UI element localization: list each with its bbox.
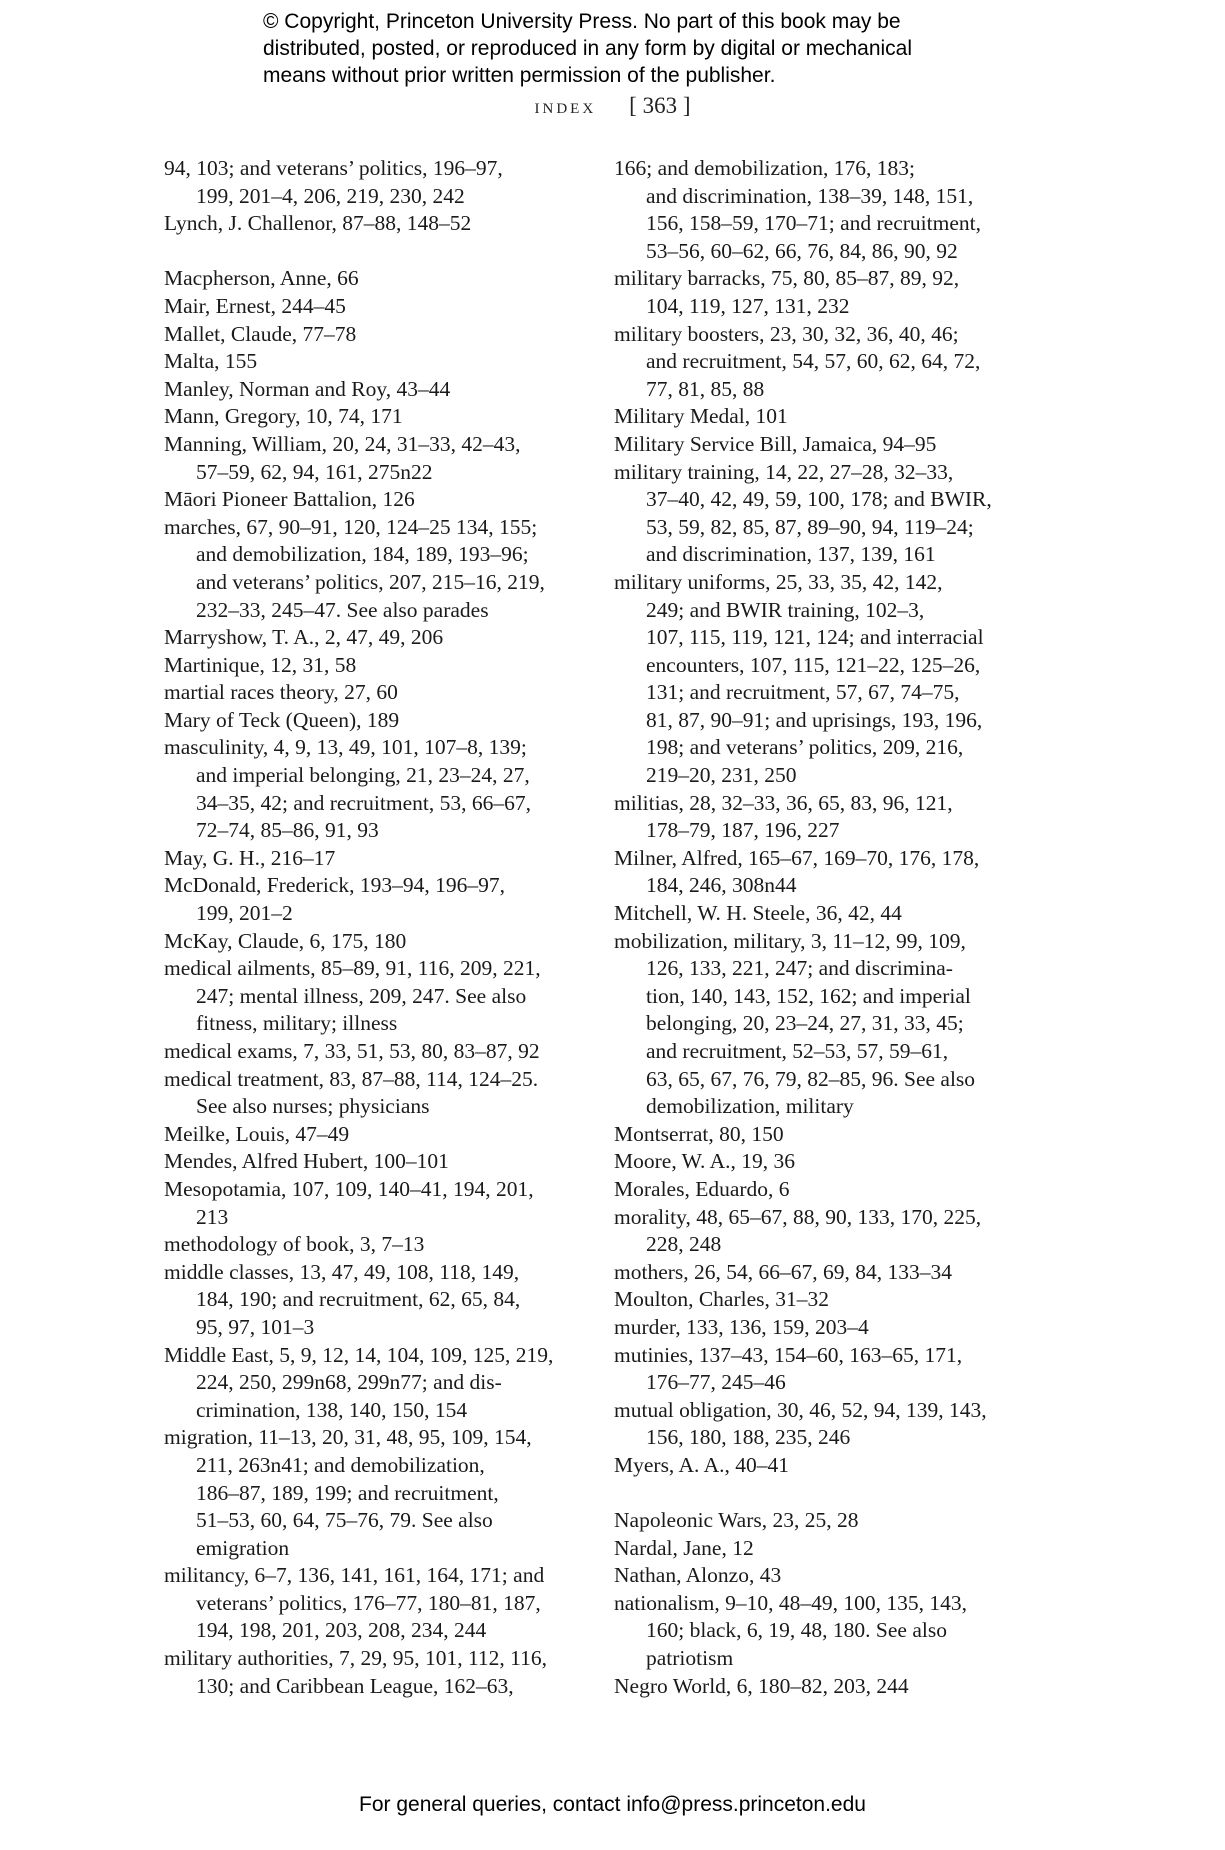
index-entry-line: 176–77, 245–46 [646,1370,786,1395]
index-entry-line: 224, 250, 299n68, 299n77; and dis- [196,1370,502,1395]
index-entry [164,652,584,680]
index-entry [164,928,584,956]
index-entry-line: 94, 103; and veterans’ politics, 196–97, [164,156,503,180]
index-entry-line: Nardal, Jane, 12 [614,1535,754,1560]
copyright-line: means without prior written permission of the publisher. [263,64,776,87]
index-entry-line: medical ailments, 85–89, 91, 116, 209, 221, [164,956,541,981]
index-entry-line: 95, 97, 101–3 [196,1314,315,1339]
index-entry [164,210,584,238]
index-entry-line: 156, 180, 188, 235, 246 [646,1425,851,1450]
index-entry-line: 131; and recruitment, 57, 67, 74–75, [646,680,960,705]
index-entry-line: methodology of book, 3, 7–13 [164,1232,425,1257]
index-entry-line: 213 [196,1204,229,1229]
index-entry [164,734,584,844]
index-entry-line: morality, 48, 65–67, 88, 90, 133, 170, 225, [614,1204,982,1229]
index-entry-line: military boosters, 23, 30, 32, 36, 40, 46; [614,321,959,346]
index-entry-line: 166; and demobilization, 176, 183; [614,156,915,180]
index-entry [164,486,584,514]
index-entry-line: Milner, Alfred, 165–67, 169–70, 176, 178, [614,845,980,870]
index-entry [614,1673,1034,1701]
index-entry-line: Montserrat, 80, 150 [614,1121,784,1146]
index-entry-line: murder, 133, 136, 159, 203–4 [614,1314,869,1339]
index-entry [164,321,584,349]
index-entry-line: martial races theory, 27, 60 [164,680,398,705]
index-entry [614,1286,1034,1314]
index-entry [164,1038,584,1066]
index-entry-line: 160; black, 6, 19, 48, 180. See also [646,1618,947,1643]
index-entry-line: Mesopotamia, 107, 109, 140–41, 194, 201, [164,1176,534,1201]
index-entry-line: 77, 81, 85, 88 [646,376,765,401]
index-entry-line: Nathan, Alonzo, 43 [614,1563,782,1588]
index-entry [614,1259,1034,1287]
index-entry-line: 156, 158–59, 170–71; and recruitment, [646,211,981,236]
index-entry [614,1452,1034,1480]
index-entry-line: 104, 119, 127, 131, 232 [646,293,850,318]
index-entry [614,155,1034,265]
index-entry-line: fitness, military; illness [196,1011,398,1036]
index-entry-line: 199, 201–4, 206, 219, 230, 242 [196,183,465,208]
index-entry-line: military uniforms, 25, 33, 35, 42, 142, [614,569,943,594]
index-entry-line: and veterans’ politics, 207, 215–16, 219, [196,569,545,594]
index-entry-line: 37–40, 42, 49, 59, 100, 178; and BWIR, [646,487,992,512]
index-entry-line: 228, 248 [646,1232,722,1257]
index-entry-line: 211, 263n41; and demobilization, [196,1452,485,1477]
index-entry-line: 219–20, 231, 250 [646,763,797,788]
index-entry-line: migration, 11–13, 20, 31, 48, 95, 109, 154, [164,1425,532,1450]
index-entry-line: Mendes, Alfred Hubert, 100–101 [164,1149,449,1174]
index-entry [164,431,584,486]
index-entry-line: Moore, W. A., 19, 36 [614,1149,795,1174]
index-entry-line: Negro World, 6, 180–82, 203, 244 [614,1673,909,1698]
index-column-left [164,155,584,1700]
index-entry-line: McKay, Claude, 6, 175, 180 [164,928,407,953]
copyright-notice [263,8,1023,89]
index-entry-line: Marryshow, T. A., 2, 47, 49, 206 [164,625,444,650]
index-entry [614,1562,1034,1590]
index-entry-line: Malta, 155 [164,349,258,374]
index-entry [614,1121,1034,1149]
index-entry [164,403,584,431]
index-entry-line: medical exams, 7, 33, 51, 53, 80, 83–87, 92 [164,1039,540,1063]
index-entry-line: emigration [196,1535,290,1560]
index-entry [614,569,1034,790]
index-entry [164,1645,584,1700]
index-entry [614,459,1034,569]
index-entry-line: and recruitment, 52–53, 57, 59–61, [646,1039,949,1063]
index-entry [164,1176,584,1231]
letter-gap [614,1480,1034,1508]
index-entry [614,1590,1034,1673]
running-head [0,93,1225,119]
index-entry-line: 126, 133, 221, 247; and discrimina- [646,956,953,981]
index-entry-line: 184, 190; and recruitment, 62, 65, 84, [196,1287,521,1312]
index-entry [614,928,1034,1121]
index-entry-line: medical treatment, 83, 87–88, 114, 124–25. [164,1066,539,1091]
index-entry [164,1424,584,1562]
index-entry-line: militancy, 6–7, 136, 141, 161, 164, 171; and [164,1563,545,1588]
index-entry-line: masculinity, 4, 9, 13, 49, 101, 107–8, 139; [164,735,527,760]
index-entry [614,790,1034,845]
index-entry-line: Mitchell, W. H. Steele, 36, 42, 44 [614,901,902,926]
index-entry-line: mobilization, military, 3, 11–12, 99, 109, [614,928,966,953]
index-entry-line: military authorities, 7, 29, 95, 101, 112, 116, [164,1646,547,1671]
index-entry-line: May, G. H., 216–17 [164,845,336,870]
index-entry [614,431,1034,459]
index-entry-line: Morales, Eduardo, 6 [614,1176,790,1201]
index-entry-line: 249; and BWIR training, 102–3, [646,597,925,622]
index-entry-line: mutual obligation, 30, 46, 52, 94, 139, 143, [614,1397,987,1422]
index-entry-line: Māori Pioneer Battalion, 126 [164,487,415,512]
index-entry-line: Macpherson, Anne, 66 [164,266,359,291]
index-entry-line: military barracks, 75, 80, 85–87, 89, 92, [614,266,960,291]
index-entry [614,900,1034,928]
index-entry-line: Mallet, Claude, 77–78 [164,321,357,346]
index-entry-line: 186–87, 189, 199; and recruitment, [196,1480,499,1505]
index-entry-line: 184, 246, 308n44 [646,873,797,898]
index-entry-line: 130; and Caribbean League, 162–63, [196,1673,514,1698]
index-entry-line: Meilke, Louis, 47–49 [164,1121,350,1146]
running-head-section: index [534,94,597,118]
index-entry [614,403,1034,431]
index-entry-line: and discrimination, 138–39, 148, 151, [646,183,974,208]
copyright-line: © Copyright, Princeton University Press. No part of this book may be [263,10,901,33]
index-entry-line: 198; and veterans’ politics, 209, 216, [646,735,964,760]
index-entry-line: veterans’ politics, 176–77, 180–81, 187, [196,1590,541,1615]
index-entry [614,1507,1034,1535]
letter-gap [164,238,584,266]
index-entry-line: Mann, Gregory, 10, 74, 171 [164,404,403,429]
copyright-line: distributed, posted, or reproduced in any form by digital or mechanical [263,37,913,60]
index-entry-line: 51–53, 60, 64, 75–76, 79. See also [196,1508,493,1533]
index-entry-line: Napoleonic Wars, 23, 25, 28 [614,1508,859,1533]
index-entry-line: 107, 115, 119, 121, 124; and interracial [646,625,984,650]
index-entry-line: 232–33, 245–47. See also parades [196,597,489,622]
index-entry [164,376,584,404]
index-entry-line: McDonald, Frederick, 193–94, 196–97, [164,873,505,898]
index-entry-line: and imperial belonging, 21, 23–24, 27, [196,763,530,788]
page-number: [ 363 ] [629,93,691,118]
index-entry-line: mutinies, 137–43, 154–60, 163–65, 171, [614,1342,963,1367]
index-entry [164,155,584,210]
index-entry [614,1204,1034,1259]
index-entry [614,1314,1034,1342]
index-entry [164,707,584,735]
index-entry [164,955,584,1038]
index-entry-line: 81, 87, 90–91; and uprisings, 193, 196, [646,707,983,732]
index-entry [164,872,584,927]
index-entry-line: and recruitment, 54, 57, 60, 62, 64, 72, [646,349,981,374]
index-entry [164,1562,584,1645]
index-entry [614,265,1034,320]
index-entry-line: encounters, 107, 115, 121–22, 125–26, [646,652,981,677]
index-entry [164,624,584,652]
index-entry [164,293,584,321]
index-entry [614,1397,1034,1452]
index-entry-line: Military Service Bill, Jamaica, 94–95 [614,431,937,456]
footer-contact: For general queries, contact info@press.princeton.edu [359,1793,866,1816]
index-entry-line: Moulton, Charles, 31–32 [614,1287,829,1312]
index-entry-line: and discrimination, 137, 139, 161 [646,542,936,567]
index-entry-line: nationalism, 9–10, 48–49, 100, 135, 143, [614,1590,967,1615]
index-entry-line: demobilization, military [646,1094,854,1119]
index-entry-line: 72–74, 85–86, 91, 93 [196,818,379,843]
index-entry-line: belonging, 20, 23–24, 27, 31, 33, 45; [646,1011,964,1036]
index-entry-line: 34–35, 42; and recruitment, 53, 66–67, [196,790,531,815]
index-entry-line: Manley, Norman and Roy, 43–44 [164,376,451,401]
index-entry [164,845,584,873]
index-entry-line: military training, 14, 22, 27–28, 32–33, [614,459,954,484]
index-entry [164,1148,584,1176]
index-entry-line: See also nurses; physicians [196,1094,430,1119]
index-entry [614,1176,1034,1204]
index-entry-line: middle classes, 13, 47, 49, 108, 118, 149, [164,1259,520,1284]
index-entry-line: 53, 59, 82, 85, 87, 89–90, 94, 119–24; [646,514,974,539]
index-entry-line: Military Medal, 101 [614,404,788,429]
index-entry [164,1121,584,1149]
index-entry [614,1535,1034,1563]
index-column-right [614,155,1034,1700]
index-entry-line: 53–56, 60–62, 66, 76, 84, 86, 90, 92 [646,238,958,263]
index-entry [164,1259,584,1342]
index-entry-line: Mair, Ernest, 244–45 [164,293,346,318]
index-entry-line: patriotism [646,1646,734,1671]
index-entry-line: tion, 140, 143, 152, 162; and imperial [646,983,971,1008]
index-entry [164,514,584,624]
index-entry [614,1342,1034,1397]
index-entry-line: Martinique, 12, 31, 58 [164,652,357,677]
index-entry [164,1066,584,1121]
index-entry-line: Middle East, 5, 9, 12, 14, 104, 109, 125, 219, [164,1342,554,1367]
index-entry-line: 178–79, 187, 196, 227 [646,818,840,843]
index-entry-line: and demobilization, 184, 189, 193–96; [196,542,529,567]
index-entry-line: militias, 28, 32–33, 36, 65, 83, 96, 121, [614,790,953,815]
index-entry-line: crimination, 138, 140, 150, 154 [196,1397,468,1422]
index-entry-line: Manning, William, 20, 24, 31–33, 42–43, [164,431,521,456]
index-entry [164,679,584,707]
index-entry-line: mothers, 26, 54, 66–67, 69, 84, 133–34 [614,1259,953,1284]
index-entry [614,321,1034,404]
index-entry-line: 63, 65, 67, 76, 79, 82–85, 96. See also [646,1066,976,1091]
index-entry [164,348,584,376]
index-entry-line: 199, 201–2 [196,901,293,926]
index-entry [614,1148,1034,1176]
index-entry [164,1231,584,1259]
index-entry-line: 194, 198, 201, 203, 208, 234, 244 [196,1618,487,1643]
index-entry [614,845,1034,900]
index-entry [164,1342,584,1425]
index-entry-line: 247; mental illness, 209, 247. See also [196,983,527,1008]
index-entry-line: Myers, A. A., 40–41 [614,1452,789,1477]
index-entry [164,265,584,293]
index-entry-line: Lynch, J. Challenor, 87–88, 148–52 [164,211,472,236]
index-entry-line: Mary of Teck (Queen), 189 [164,707,400,732]
index-entry-line: 57–59, 62, 94, 161, 275n22 [196,459,433,484]
index-entry-line: marches, 67, 90–91, 120, 124–25 134, 155; [164,514,538,539]
